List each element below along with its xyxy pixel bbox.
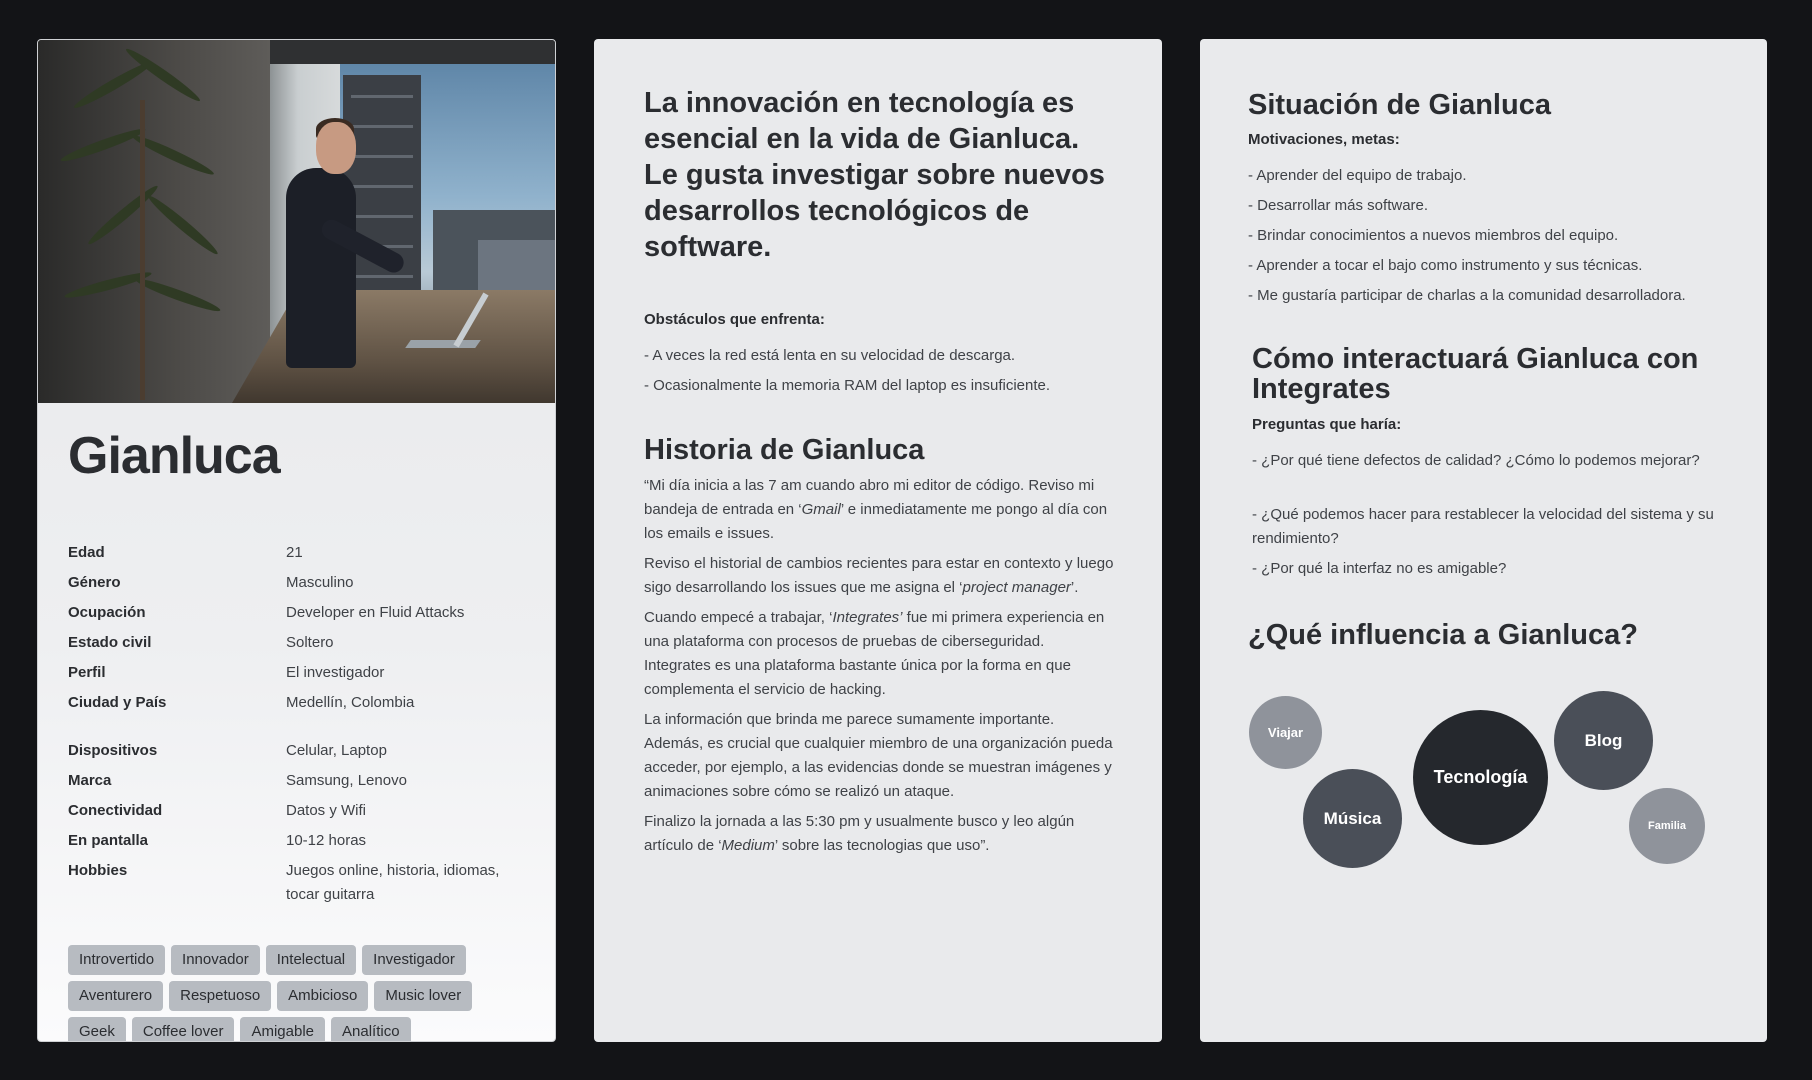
tech-key: Marca [68,772,112,789]
tech-row [68,739,538,763]
attr-row [68,541,538,565]
attr-value: Developer en Fluid Attacks [286,604,465,621]
profile-card [37,39,556,1042]
situation-title: Situación de Gianluca [1248,89,1551,121]
history-paragraph [644,810,1114,858]
text-span: ’. [1070,579,1079,596]
emphasis: Medium [721,837,775,854]
question-item: - ¿Por qué tiene defectos de calidad? ¿Cómo lo podemos mejorar? [1252,452,1700,469]
trait-tag: Coffee lover [132,1017,235,1042]
influence-bubble: Música [1303,769,1402,868]
tech-value: 10-12 horas [286,832,367,849]
text-span: Cuando empecé a trabajar, ‘ [644,609,833,626]
story-card [594,39,1162,1042]
tech-key: Conectividad [68,802,163,819]
attr-value: El investigador [286,664,385,681]
history-paragraph [644,474,1114,546]
attr-key: Género [68,574,121,591]
tech-key: Dispositivos [68,742,158,759]
attr-value: 21 [286,544,303,561]
profile-photo [38,40,556,403]
situation-card [1200,39,1767,1042]
trait-tag: Investigador [362,945,466,975]
attr-row [68,631,538,655]
text-span: Finalizo la jornada a las 5:30 pm y usualmente busco y leo algún artículo de ‘ [644,813,1075,854]
persona-quote: La innovación en tecnología es esencial en la vida de Gianluca. Le gusta investigar sobre nuevos desarrollos tecnológicos de software. [644,87,1105,263]
motivations-label: Motivaciones, metas: [1248,131,1400,148]
influence-bubble: Blog [1554,691,1653,790]
text-span: ’ sobre las tecnologias que uso”. [774,837,990,854]
tech-value: Juegos online, historia, idiomas, tocar guitarra [286,862,500,903]
trait-tag: Innovador [171,945,260,975]
tech-value: Datos y Wifi [286,802,367,819]
attr-value: Soltero [286,634,334,651]
history-paragraph [644,606,1114,702]
tech-value: Samsung, Lenovo [286,772,407,789]
trait-tag: Ambicioso [277,981,368,1011]
motivation-item: - Desarrollar más software. [1248,197,1429,214]
trait-tag: Analítico [331,1017,411,1042]
attribute-list [68,541,538,913]
trait-tag: Intelectual [266,945,356,975]
history-paragraph [644,552,1114,600]
motivation-item: - Me gustaría participar de charlas a la comunidad desarrolladora. [1248,287,1686,304]
text-span: “Mi día inicia a las 7 am cuando abro mi editor de código. Reviso mi bandeja de entrada en ‘ [644,477,1095,518]
trait-tag: Respetuoso [169,981,271,1011]
attr-value: Masculino [286,574,354,591]
text-span: Reviso el historial de cambios recientes para estar en contexto y luego sigo desarrollando los issues que me asigna el ‘ [644,555,1114,596]
attr-key: Estado civil [68,634,152,651]
attr-row [68,601,538,625]
trait-tag: Amigable [240,1017,325,1042]
motivation-item: - Aprender del equipo de trabajo. [1248,167,1467,184]
trait-tags [68,945,518,1042]
trait-tag: Geek [68,1017,126,1042]
attr-key: Perfil [68,664,106,681]
tech-key: En pantalla [68,832,149,849]
tech-row [68,829,538,853]
text-span: ’ e inmediatamente me pongo al día con los emails e issues. [644,501,1108,542]
interaction-title: Cómo interactuará Gianluca con Integrates [1252,343,1699,405]
questions-label: Preguntas que haría: [1252,416,1402,433]
attr-key: Ocupación [68,604,146,621]
tech-row [68,859,538,907]
emphasis: Integrates’ [832,609,903,626]
obstacles-label: Obstáculos que enfrenta: [644,311,825,328]
attr-key: Edad [68,544,105,561]
trait-tag: Music lover [374,981,472,1011]
motivation-item: - Brindar conocimientos a nuevos miembros del equipo. [1248,227,1619,244]
trait-tag: Introvertido [68,945,165,975]
history-paragraph: La información que brinda me parece sumamente importante. Además, es crucial que cualquier miembro de una organización pueda acceder, por ejemplo, a las evidencias donde se muestran imágenes y animaciones sobre cómo se realizó un ataque. [644,711,1113,800]
obstacle-item: - A veces la red está lenta en su velocidad de descarga. [644,347,1016,364]
tech-key: Hobbies [68,862,128,879]
attr-row [68,571,538,595]
attr-value: Medellín, Colombia [286,694,415,711]
question-item: - ¿Por qué la interfaz no es amigable? [1252,560,1507,577]
emphasis: project manager [962,579,1071,596]
history-text [644,474,1114,864]
text-span: fue mi primera experiencia en una plataforma con procesos de pruebas de ciberseguridad. Integrates es una plataforma bastante única por la forma en que complementa el servicio de hacking. [644,609,1105,698]
tech-row [68,769,538,793]
influence-title: ¿Qué influencia a Gianluca? [1248,619,1638,651]
tech-value: Celular, Laptop [286,742,387,759]
trait-tag: Aventurero [68,981,163,1011]
motivation-item: - Aprender a tocar el bajo como instrumento y sus técnicas. [1248,257,1643,274]
influence-bubble: Viajar [1249,696,1322,769]
emphasis: Gmail [801,501,841,518]
obstacle-item: - Ocasionalmente la memoria RAM del laptop es insuficiente. [644,377,1051,394]
influence-bubble: Familia [1629,788,1705,864]
attr-row [68,691,538,715]
history-title: Historia de Gianluca [644,434,925,466]
attr-row [68,661,538,685]
tech-row [68,799,538,823]
attr-key: Ciudad y País [68,694,167,711]
question-item: - ¿Qué podemos hacer para restablecer la velocidad del sistema y su rendimiento? [1252,506,1714,547]
persona-name: Gianluca [68,427,280,485]
influence-bubble: Tecnología [1413,710,1548,845]
